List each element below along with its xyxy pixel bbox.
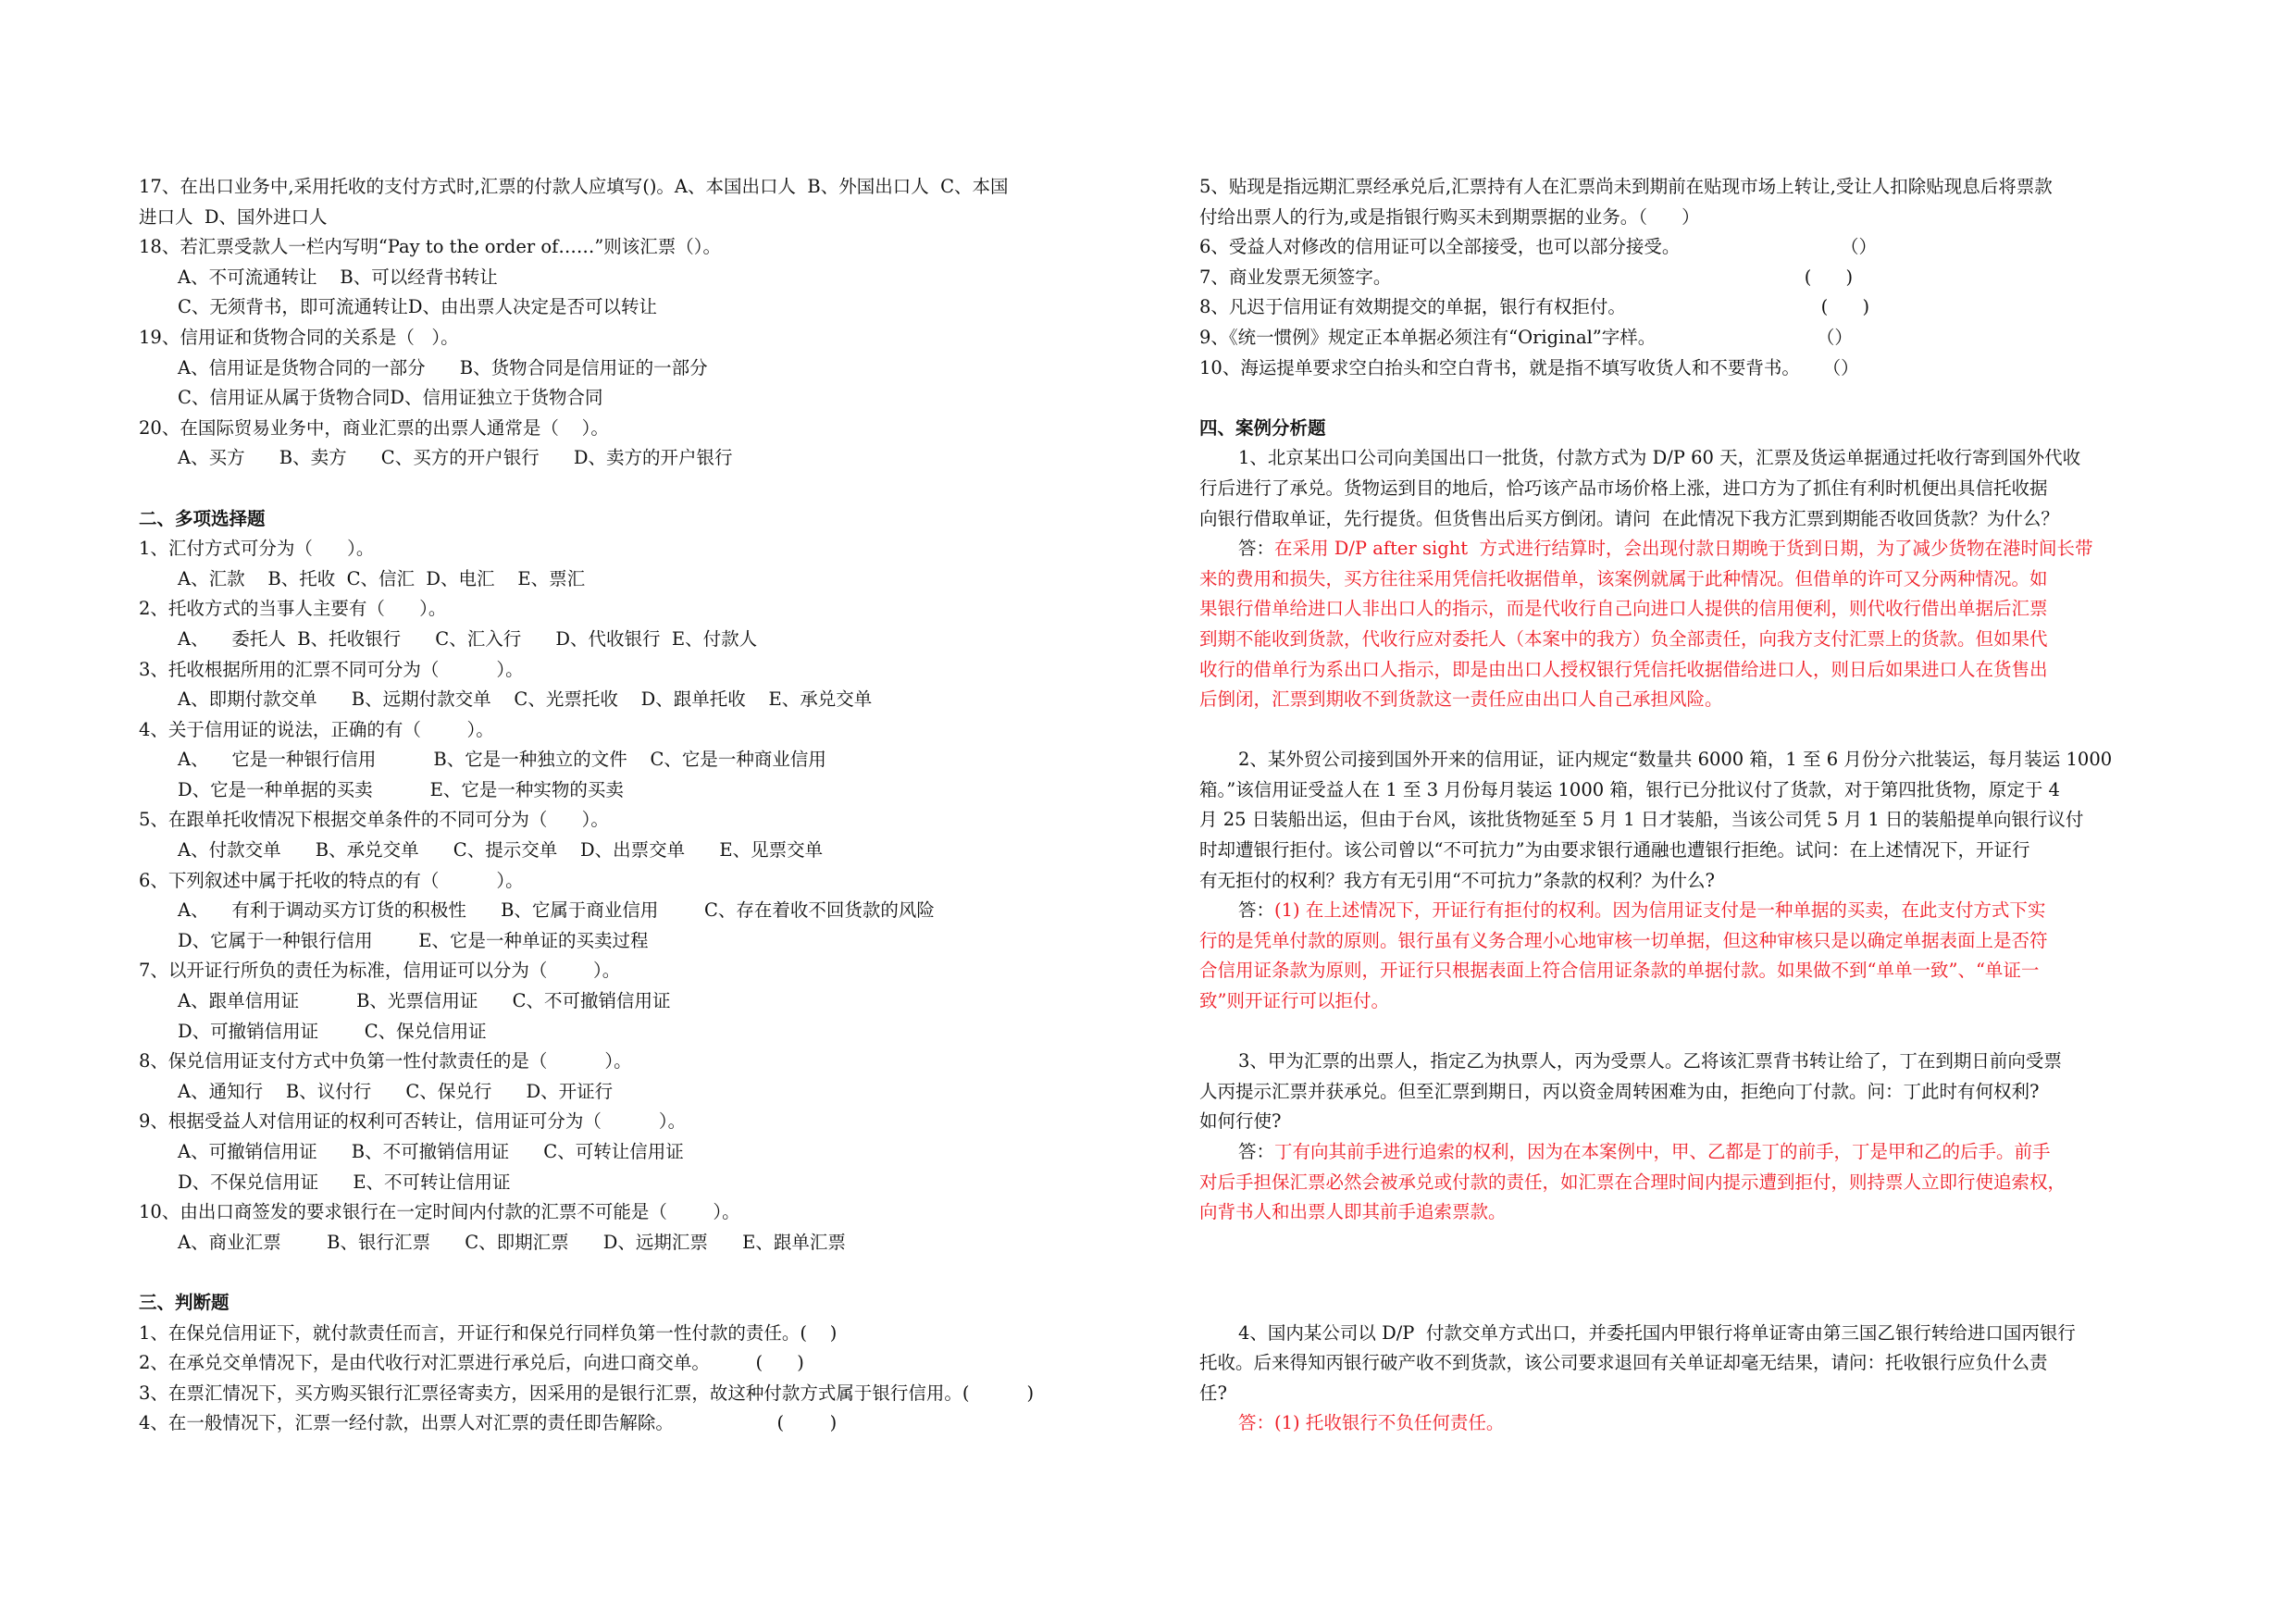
text-line: 付给出票人的行为,或是指银行购买未到期票据的业务。（ ） xyxy=(1199,205,1700,228)
spacer xyxy=(1199,1228,2190,1288)
text-line: 2、在承兑交单情况下，是由代收行对汇票进行承兑后，向进口商交单。 ( ) xyxy=(139,1352,804,1374)
right-column xyxy=(1199,172,2190,1439)
left-column xyxy=(139,172,1157,1439)
text-line: 20、在国际贸易业务中，商业汇票的出票人通常是（ ）。 xyxy=(139,416,609,439)
text-line: 有无拒付的权利？我方有无引用“不可抗力”条款的权利？为什么? xyxy=(1199,869,1715,891)
text-line: D、不保兑信用证 E、不可转让信用证 xyxy=(178,1171,511,1193)
text-line: C、信用证从属于货物合同D、信用证独立于货物合同 xyxy=(178,387,603,409)
text-line: 5、在跟单托收情况下根据交单条件的不同可分为（ ）。 xyxy=(139,809,609,831)
answer-text: 丁有向其前手进行追索的权利，因为在本案例中，甲、乙都是丁的前手，丁是甲和乙的后手。前手 xyxy=(1274,1141,2051,1162)
text-line xyxy=(1199,896,2190,926)
text-line: A、可撤销信用证 B、不可撤销信用证 C、可转让信用证 xyxy=(178,1141,684,1162)
text-line: A、跟单信用证 B、光票信用证 C、不可撤销信用证 xyxy=(178,990,671,1012)
text-line: 进口人 D、国外进口人 xyxy=(139,205,328,228)
text-line: 6、下列叙述中属于托收的特点的有（ ）。 xyxy=(139,869,524,891)
text-line: 时却遭银行拒付。该公司曾以“不可抗力”为由要求银行通融也遭银行拒绝。试问：在上述情况下，开证行 xyxy=(1199,839,2030,862)
text-line: 2、某外贸公司接到国外开来的信用证，证内规定“数量共 6000 箱，1 至 6 月份分六批装运，每月装运 1000 xyxy=(1238,749,2113,771)
text-line: 6、受益人对修改的信用证可以全部接受，也可以部分接受。 （） xyxy=(1199,236,1877,258)
text-line: 7、以开证行所负的责任为标准，信用证可以分为（ ）。 xyxy=(139,960,621,982)
text-line: A、买方 B、卖方 C、买方的开户银行 D、卖方的开户银行 xyxy=(178,447,733,469)
text-line: 对后手担保汇票必然会被承兑或付款的责任，如汇票在合理时间内提示遭到拒付，则持票人立即行使追索权， xyxy=(1199,1171,2066,1193)
text-line: A、付款交单 B、承兑交单 C、提示交单 D、出票交单 E、见票交单 xyxy=(178,839,824,862)
answer-label: 答： xyxy=(1238,1141,1275,1162)
text-line: 7、商业发票无须签字。 ( ) xyxy=(1199,266,1854,288)
text-line: 来的费用和损失，买方往往采用凭信托收据借单，该案例就属于此种情况。但借单的许可又分两种情况。如 xyxy=(1199,567,2048,589)
answer-text: 在采用 D/P after sight 方式进行结算时，会出现付款日期晚于货到日期，为了减少货物在港时间长带 xyxy=(1274,538,2093,560)
spacer xyxy=(139,1258,1157,1288)
text-line: A、 有利于调动买方订货的积极性 B、它属于商业信用 C、存在着收不回货款的风险 xyxy=(178,899,935,922)
text-line: A、商业汇票 B、银行汇票 C、即期汇票 D、远期汇票 E、跟单汇票 xyxy=(178,1231,846,1253)
text-line: 4、在一般情况下，汇票一经付款，出票人对汇票的责任即告解除。 ( ) xyxy=(139,1412,838,1434)
text-line: 向银行借取单证，先行提货。但货售出后买方倒闭。请问 在此情况下我方汇票到期能否收回货款？为什么？ xyxy=(1199,507,2059,529)
spacer xyxy=(1199,383,2190,414)
text-line: A、通知行 B、议付行 C、保兑行 D、开证行 xyxy=(178,1080,614,1102)
spacer xyxy=(139,474,1157,504)
answer-label: 答： xyxy=(1238,899,1275,922)
text-line: 18、若汇票受款人一栏内写明“Pay to the order of……”则该汇票（）。 xyxy=(139,236,722,258)
text-line xyxy=(1199,1137,2190,1168)
text-line: 10、海运提单要求空白抬头和空白背书，就是指不填写收货人和不要背书。 （） xyxy=(1199,356,1859,378)
text-line: A、 它是一种银行信用 B、它是一种独立的文件 C、它是一种商业信用 xyxy=(178,749,826,771)
text-line: 向背书人和出票人即其前手追索票款。 xyxy=(1199,1201,1507,1223)
section-heading: 二、多项选择题 xyxy=(139,507,266,529)
answer-text: (1) 在上述情况下，开证行有拒付的权利。因为信用证支付是一种单据的买卖，在此支付方式下实 xyxy=(1274,899,2046,922)
spacer xyxy=(1199,715,2190,746)
text-line: 1、北京某出口公司向美国出口一批货，付款方式为 D/P 60 天，汇票及货运单据通过托收行寄到国外代收 xyxy=(1238,447,2081,469)
text-line: 2、托收方式的当事人主要有（ ）。 xyxy=(139,598,447,620)
text-line: 行的是凭单付款的原则。银行虽有义务合理小心地审核一切单据，但这种审核只是以确定单据表面上是否符 xyxy=(1199,929,2048,951)
text-line: 4、关于信用证的说法，正确的有（ ）。 xyxy=(139,718,494,740)
text-line: 1、在保兑信用证下，就付款责任而言，开证行和保兑行同样负第一性付款的责任。( ) xyxy=(139,1321,838,1344)
text-line: 10、由出口商签发的要求银行在一定时间内付款的汇票不可能是（ ）。 xyxy=(139,1201,740,1223)
text-line: 月 25 日装船出运，但由于台风，该批货物延至 5 月 1 日才装船，当该公司凭 5 月 1 日的装船提单向银行议付 xyxy=(1199,809,2084,831)
text-line: 3、在票汇情况下，买方购买银行汇票径寄卖方，因采用的是银行汇票，故这种付款方式属于银行信用。( ) xyxy=(139,1382,1035,1404)
text-line: A、 委托人 B、托收银行 C、汇入行 D、代收银行 E、付款人 xyxy=(178,627,758,650)
text-line: 人丙提示汇票并获承兑。但至汇票到期日，丙以资金周转困难为由，拒绝向丁付款。问：丁此时有何权利? xyxy=(1199,1080,2040,1102)
text-line: 到期不能收到货款，代收行应对委托人（本案中的我方）负全部责任，向我方支付汇票上的货款。但如果代 xyxy=(1199,627,2048,650)
text-line: A、不可流通转让 B、可以经背书转让 xyxy=(178,266,498,288)
text-line: 合信用证条款为原则，开证行只根据表面上符合信用证条款的单据付款。如果做不到“单单一致”、“单证一 xyxy=(1199,960,2040,982)
text-line: 3、甲为汇票的出票人，指定乙为执票人，丙为受票人。乙将该汇票背书转让给了，丁在到期日前向受票 xyxy=(1238,1050,2062,1072)
text-line: D、可撤销信用证 C、保兑信用证 xyxy=(178,1020,487,1042)
text-line: 任? xyxy=(1199,1382,1227,1404)
text-line: 如何行使? xyxy=(1199,1110,1282,1133)
text-line: 行后进行了承兑。货物运到目的地后，恰巧该产品市场价格上涨，进口方为了抓住有利时机便出具信托收据 xyxy=(1199,477,2048,499)
text-line: 4、国内某公司以 D/P 付款交单方式出口，并委托国内甲银行将单证寄由第三国乙银行转给进口国丙银行 xyxy=(1238,1321,2076,1344)
text-line: 5、贴现是指远期汇票经承兑后,汇票持有人在汇票尚未到期前在贴现市场上转让,受让人扣除贴现息后将票款 xyxy=(1199,176,2053,197)
text-line: C、无须背书，即可流通转让D、由出票人决定是否可以转让 xyxy=(178,296,658,318)
text-line: 8、凡迟于信用证有效期提交的单据，银行有权拒付。 ( ) xyxy=(1199,296,1870,318)
text-line: A、信用证是货物合同的一部分 B、货物合同是信用证的一部分 xyxy=(178,356,708,378)
text-line: 收行的借单行为系出口人指示，即是由出口人授权银行凭信托收据借给进口人，则日后如果进口人在货售出 xyxy=(1199,658,2048,680)
text-line: 箱。”该信用证受益人在 1 至 3 月份每月装运 1000 箱，银行已分批议付了货款，对于第四批货物，原定于 4 xyxy=(1199,778,2060,800)
text-line: 8、保兑信用证支付方式中负第一性付款责任的是（ ）。 xyxy=(139,1050,632,1072)
text-line: 9、《统一惯例》规定正本单据必须注有“Original”字样。 （） xyxy=(1199,326,1853,348)
text-line: 答：(1) 托收银行不负任何责任。 xyxy=(1238,1412,1505,1434)
text-line xyxy=(1199,534,2190,564)
text-line: 托收。后来得知丙银行破产收不到货款，该公司要求退回有关单证却毫无结果，请问：托收银行应负什么责 xyxy=(1199,1352,2048,1374)
section-heading: 三、判断题 xyxy=(139,1291,230,1313)
text-line: A、汇款 B、托收 C、信汇 D、电汇 E、票汇 xyxy=(178,567,586,589)
text-line: 17、在出口业务中,采用托收的支付方式时,汇票的付款人应填写()。A、本国出口人 B、外国出口人 C、本国 xyxy=(139,176,1009,197)
text-line: 9、根据受益人对信用证的权利可否转让，信用证可分为（ ）。 xyxy=(139,1110,687,1133)
spacer xyxy=(1199,1288,2190,1319)
text-line: A、即期付款交单 B、远期付款交单 C、光票托收 D、跟单托收 E、承兑交单 xyxy=(178,688,873,711)
text-line: 后倒闭，汇票到期收不到货款这一责任应由出口人自己承担风险。 xyxy=(1199,688,1723,711)
spacer xyxy=(1199,1017,2190,1048)
answer-label: 答： xyxy=(1238,538,1275,560)
text-line: 果银行借单给进口人非出口人的指示，而是代收行自己向进口人提供的信用便利，则代收行借出单据后汇票 xyxy=(1199,598,2048,620)
section-heading: 四、案例分析题 xyxy=(1199,416,1326,439)
text-line: 19、信用证和货物合同的关系是（ ）。 xyxy=(139,326,459,348)
text-line: 3、托收根据所用的汇票不同可分为（ ）。 xyxy=(139,658,524,680)
text-line: 致”则开证行可以拒付。 xyxy=(1199,990,1389,1012)
text-line: D、它是一种单据的买卖 E、它是一种实物的买卖 xyxy=(178,778,624,800)
text-line: D、它属于一种银行信用 E、它是一种单证的买卖过程 xyxy=(178,929,649,951)
text-line: 1、汇付方式可分为（ ）。 xyxy=(139,538,375,560)
